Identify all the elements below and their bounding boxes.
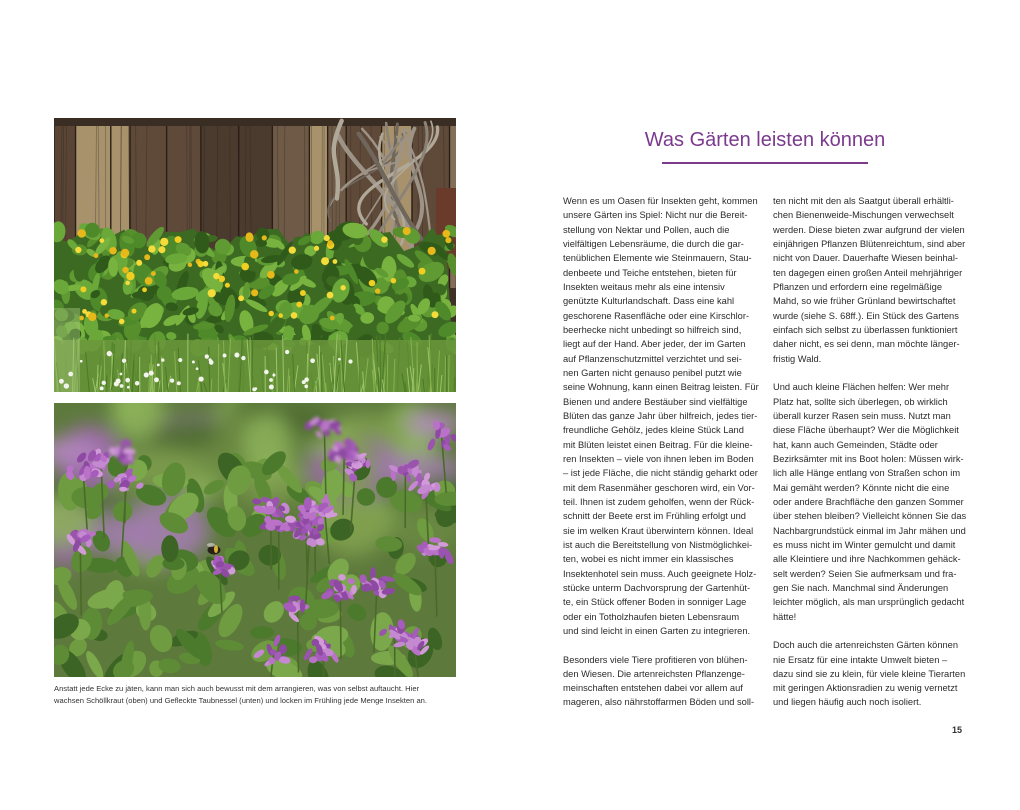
- celandine-flower: [109, 247, 116, 254]
- text-line: und sind leicht in einen Garten zu integrieren.: [563, 625, 751, 636]
- text-line: Blüten das ganze Jahr über hilfreich, jedes tier-: [563, 410, 758, 421]
- celandine-flower: [99, 238, 104, 243]
- daisy: [100, 386, 104, 390]
- text-line: den Wiesen. Die artenreichsten Pflanzenge-: [563, 668, 745, 679]
- text-line: Mahd, so wie früher Grünland bewirtschaftet: [773, 296, 956, 307]
- text-line: stellung von Nektar und Pollen, auch die: [563, 224, 730, 235]
- celandine-flower: [330, 316, 335, 321]
- text-line: gen Sie nach. Manchmal sind Änderungen: [773, 582, 949, 593]
- text-line: sie im welken Kraut überwintern können. Ideal: [563, 525, 754, 536]
- daisy: [64, 383, 69, 388]
- paragraph: [563, 653, 763, 710]
- text-line: tenüblichen Elemente wie Steinmauern, Stau-: [563, 253, 752, 264]
- text-line: dazu sind sie zu klein, für viele kleine Tierarten: [773, 668, 966, 679]
- caption-line: Anstatt jede Ecke zu jäten, kann man sich auch bewusst mit dem arrangieren, was von selbst auftaucht. Hier: [54, 684, 420, 693]
- grass-blade: [380, 335, 381, 392]
- daisy: [223, 354, 227, 358]
- celandine-flower: [391, 278, 397, 284]
- text-line: ist auch die Bereitstellung von Nistmöglichkei-: [563, 539, 753, 550]
- celandine-flower: [104, 313, 108, 317]
- daisy: [178, 358, 182, 362]
- photo-spotted-dead-nettle: [54, 403, 456, 677]
- caption-line: wachsen Schöllkraut (oben) und Gefleckte Taubnessel (unten) und locken im Frühling jede Menge Insekten an.: [54, 696, 428, 705]
- celandine-flower: [142, 287, 147, 292]
- text-line: leichter möglich, als man ursprünglich gedacht: [773, 597, 965, 608]
- celandine-flower: [314, 246, 319, 251]
- celandine-flower: [188, 263, 192, 267]
- text-line: Besonders viele Tiere profitieren von blühen-: [563, 654, 748, 665]
- text-line: nen Garten nicht genauso penibel putzt wie: [563, 367, 742, 378]
- text-line: hätte!: [773, 611, 797, 622]
- text-line: Insekten weitaus mehr als eine intensiv: [563, 281, 725, 292]
- daisy: [107, 351, 112, 356]
- title-underline: [662, 162, 868, 164]
- daisy: [149, 371, 154, 376]
- celandine-flower: [381, 236, 387, 242]
- daisy: [135, 381, 139, 385]
- text-line: über stehen bleiben? Vielleicht können Sie das: [773, 511, 967, 522]
- celandine-flower: [175, 236, 182, 243]
- text-line: vielfältigen Lebensräume, die durch die gar-: [563, 238, 744, 249]
- text-line: lich alle Hänge entlang von Straßen schon im: [773, 468, 961, 479]
- text-line: nie Ersatz für eine intakte Umwelt bieten –: [773, 654, 948, 665]
- text-line: Bezirksämter mit ins Boot holen: Müssen wirk-: [773, 453, 964, 464]
- text-line: alle Kleintiere und ihre Nachkommen gehäck-: [773, 554, 961, 565]
- celandine-flower: [268, 311, 274, 317]
- text-line: liegt auf der Hand. Aber jeder, der im Garten: [563, 339, 746, 350]
- celandine-flower: [122, 267, 129, 274]
- bee-stripe: [214, 545, 218, 553]
- celandine-flower: [79, 316, 84, 321]
- text-line: Pflanzen und erfordern eine regelmäßige: [773, 281, 942, 292]
- celandine-flower: [125, 281, 130, 286]
- text-line: diese Fläche überhaupt? Wer die Möglichkeit: [773, 425, 959, 436]
- celandine-flower: [296, 302, 302, 308]
- paragraph: [773, 194, 973, 366]
- daisy: [144, 372, 149, 377]
- text-line: – ist jede Fläche, die nicht ständig geharkt oder: [563, 468, 758, 479]
- text-line: auf Pflanzenschutzmittel verzichtet und sei-: [563, 353, 742, 364]
- daisy: [120, 373, 123, 376]
- text-line: oder andere Brachfläche den ganzen Sommer: [773, 496, 964, 507]
- daisy: [125, 378, 130, 383]
- text-line: geschorene Rasenfläche oder eine Kirschlor-: [563, 310, 750, 321]
- celandine-flower: [432, 311, 439, 318]
- celandine-flower: [75, 247, 81, 253]
- text-line: Nachbargrundstück einmal im Jahr mähen und: [773, 525, 966, 536]
- grass-blade: [138, 379, 139, 392]
- text-line: ren Insekten – viele von ihnen leben im Boden: [563, 453, 754, 464]
- celandine-flower: [267, 271, 275, 279]
- text-line: mit geringen Aktionsradien zu wenig vernetzt: [773, 683, 958, 694]
- paragraph: [563, 194, 763, 638]
- text-line: teil. Ihnen ist zudem geholfen, wenn der Rück-: [563, 496, 755, 507]
- daisy: [304, 377, 309, 382]
- daisy: [310, 358, 315, 363]
- text-line: genützte Kulturlandschaft. Dass eine kahl: [563, 296, 735, 307]
- text-line: es muss nicht im Winter gemulcht und damit: [773, 539, 956, 550]
- daisy: [241, 356, 245, 360]
- celandine-flower: [442, 230, 450, 238]
- text-line: mit Blüten leistet einen Beitrag. Für die kleine-: [563, 439, 753, 450]
- text-line: oder ein Totholzhaufen bieten Lebensraum: [563, 611, 740, 622]
- celandine-flower: [101, 299, 107, 305]
- celandine-flower: [262, 235, 267, 240]
- text-line: denbeete und Teiche entstehen, bieten für: [563, 267, 737, 278]
- celandine-flower: [369, 280, 376, 287]
- text-line: selt werden? Seien Sie aufmerksam und fra-: [773, 568, 957, 579]
- celandine-flower: [160, 238, 168, 246]
- daisy: [269, 378, 273, 382]
- text-line: Platz hat, sollte sich überlegen, ob wirklich: [773, 396, 948, 407]
- daisy: [269, 384, 274, 389]
- text-line: Mai gemäht werden? Könnte nicht die eine: [773, 482, 950, 493]
- text-line: ten nicht mit den als Saatgut überall erhältli-: [773, 196, 954, 206]
- daisy: [304, 385, 308, 389]
- stem: [297, 606, 298, 673]
- daisy: [252, 387, 256, 391]
- text-line: ten, wobei es nicht immer ein klassisches: [563, 554, 734, 565]
- celandine-flower: [126, 272, 134, 280]
- daisy: [272, 374, 275, 377]
- celandine-flower: [403, 227, 411, 235]
- celandine-flower: [445, 237, 451, 243]
- text-line: schnitt der Beete erst im Frühling erfolgt und: [563, 511, 746, 522]
- text-line: einfach sich selbst zu überlassen funktioniert: [773, 324, 958, 335]
- daisy: [177, 381, 181, 385]
- celandine-flower: [94, 253, 99, 258]
- celandine-flower: [251, 289, 258, 296]
- daisy: [120, 384, 124, 388]
- celandine-flower: [121, 249, 129, 257]
- text-line: Und auch kleine Flächen helfen: Wer mehr: [773, 382, 950, 393]
- celandine-flower: [77, 229, 85, 237]
- celandine-flower: [213, 273, 219, 279]
- celandine-flower: [340, 285, 345, 290]
- celandine-flower: [203, 261, 209, 267]
- text-line: mit dem Rasenmäher geschoren wird, ein Vor-: [563, 482, 755, 493]
- celandine-flower: [246, 234, 254, 242]
- bee-body: [208, 546, 221, 555]
- daisy: [205, 354, 209, 358]
- celandine-flower: [88, 312, 97, 321]
- photo-celandine-wooden-wall: [54, 118, 456, 392]
- text-line: beerhecke nicht unbedingt so hilfreich sind,: [563, 324, 742, 335]
- celandine-flower: [294, 269, 299, 274]
- celandine-flower: [144, 254, 150, 260]
- text-line: Insektenhotel sein muss. Auch geeignete Holz-: [563, 568, 757, 579]
- daisy: [59, 379, 64, 384]
- daisy: [80, 360, 83, 363]
- daisy: [348, 359, 352, 363]
- celandine-flower: [208, 289, 216, 297]
- text-line: einjährigen Pflanzen Blütenreichtum, sind aber: [773, 238, 966, 249]
- celandine-flower: [250, 250, 258, 258]
- page-title: Was Gärten leisten können: [644, 129, 886, 151]
- text-column-right: [773, 194, 973, 724]
- text-line: wurde (siehe S. 68ff.). Ein Stück des Gartens: [773, 310, 959, 321]
- text-line: Doch auch die artenreichsten Gärten können: [773, 640, 959, 651]
- celandine-flower: [80, 286, 86, 292]
- celandine-flower: [82, 309, 87, 314]
- text-line: werden. Diese bieten zwar aufgrund der vielen: [773, 224, 965, 235]
- celandine-flower: [289, 247, 296, 254]
- page-number: 15: [952, 725, 963, 735]
- daisy: [192, 360, 195, 363]
- celandine-flower: [300, 290, 306, 296]
- text-line: seine Wohnung, kann einen Beitrag leisten. Für: [563, 382, 759, 393]
- text-line: mageren, also nährstoffarmen Böden und soll-: [563, 697, 755, 708]
- text-line: freundliche Gehölz, jedes kleine Stück Land: [563, 425, 744, 436]
- light-patch: [54, 308, 80, 392]
- text-line: nicht von Dauer. Dauerhafte Wiesen beinhal-: [773, 253, 959, 264]
- celandine-flower: [327, 240, 333, 246]
- text-line: ten dagegen einen großen Anteil mehrjähriger: [773, 267, 963, 278]
- paragraph: [773, 380, 973, 624]
- daisy: [199, 377, 204, 382]
- celandine-flower: [158, 246, 165, 253]
- daisy: [157, 363, 160, 366]
- daisy: [170, 379, 174, 383]
- text-line: hat, kann auch Gemeinden, Städte oder: [773, 439, 938, 450]
- celandine-flower: [136, 260, 142, 266]
- celandine-flower: [327, 292, 334, 299]
- paragraph: [773, 638, 973, 710]
- celandine-flower: [241, 263, 249, 271]
- celandine-flower: [375, 288, 380, 293]
- text-line: stücke unterm Dachvorsprung der Gartenhüt-: [563, 582, 751, 593]
- grass-blade: [387, 354, 388, 392]
- daisy: [154, 377, 159, 382]
- celandine-flower: [278, 313, 283, 318]
- photo-caption: [54, 683, 454, 707]
- text-column-left: [563, 194, 763, 724]
- celandine-flower: [148, 245, 155, 252]
- bee-wing: [207, 543, 215, 547]
- text-line: unsere Gärten ins Spiel: Nicht nur die Bereit-: [563, 210, 748, 221]
- daisy: [196, 367, 199, 370]
- text-line: daher nicht, es sei denn, man möchte länger-: [773, 339, 960, 350]
- daisy: [116, 378, 121, 383]
- daisy: [338, 358, 341, 361]
- text-line: Wenn es um Oasen für Insekten geht, kommen: [563, 196, 758, 206]
- celandine-flower: [145, 277, 153, 285]
- celandine-flower: [321, 257, 329, 265]
- celandine-flower: [238, 295, 244, 301]
- celandine-flower: [324, 235, 330, 241]
- celandine-flower: [225, 283, 230, 288]
- daisy: [122, 359, 126, 363]
- celandine-flower: [419, 268, 426, 275]
- celandine-flower: [333, 259, 338, 264]
- celandine-flower: [119, 319, 125, 325]
- daisy: [285, 350, 289, 354]
- celandine-flower: [132, 309, 137, 314]
- daisy: [161, 358, 164, 361]
- celandine-flower: [291, 312, 298, 319]
- celandine-flower: [151, 271, 156, 276]
- text-line: te, ein Stück offener Boden in sonniger Lage: [563, 597, 747, 608]
- daisy: [102, 381, 106, 385]
- text-line: meinschaften entstehen dabei vor allem auf: [563, 683, 743, 694]
- daisy: [234, 353, 239, 358]
- daisy: [209, 360, 214, 365]
- text-line: Bienen und andere Bestäuber sind vielfältige: [563, 396, 748, 407]
- daisy: [264, 370, 269, 375]
- text-line: überall kurzer Rasen sein muss. Nutzt man: [773, 410, 951, 421]
- text-line: chen Bienenweide-Mischungen verwechselt: [773, 210, 954, 221]
- daisy: [127, 386, 130, 389]
- wall-beam: [54, 118, 456, 126]
- daisy: [68, 372, 73, 377]
- text-line: und liegen häufig auch noch isoliert.: [773, 697, 922, 708]
- celandine-flower: [428, 247, 436, 255]
- text-line: fristig Wald.: [773, 353, 822, 364]
- grass-blade: [448, 355, 449, 392]
